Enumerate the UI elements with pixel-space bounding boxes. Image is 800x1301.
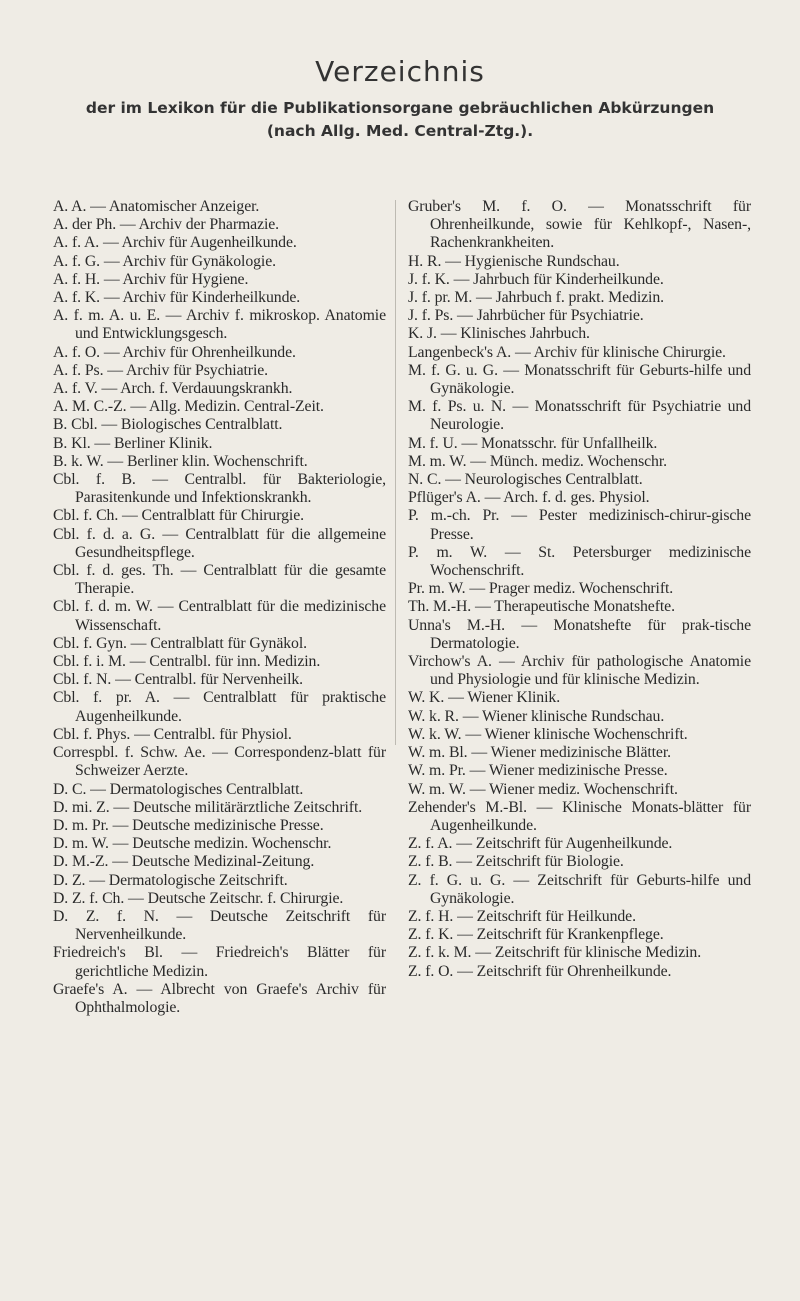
abbreviation-entry: Cbl. f. d. a. G. — Centralblatt für die allgemeine Gesundheitspflege. — [53, 525, 386, 561]
abbreviation-entry: Cbl. f. Phys. — Centralbl. für Physiol. — [53, 725, 292, 743]
abbreviation-entry: A. A. — Anatomischer Anzeiger. — [53, 198, 260, 215]
abbreviation-entry: D. M.-Z. — Deutsche Medizinal-Zeitung. — [53, 853, 315, 871]
abbreviation-entry: D. mi. Z. — Deutsche militärärztliche Zeitschrift. — [53, 798, 363, 816]
abbreviation-entry: Cbl. f. d. ges. Th. — Centralblatt für die gesamte Therapie. — [53, 562, 386, 598]
abbreviation-entry: A. M. C.-Z. — Allg. Medizin. Central-Zeit. — [53, 398, 324, 416]
abbreviation-entry: D. C. — Dermatologisches Centralblatt. — [53, 780, 304, 798]
abbreviation-entry: W. m. W. — Wiener mediz. Wochenschrift. — [408, 780, 678, 798]
abbreviation-entry: W. K. — Wiener Klinik. — [408, 689, 561, 707]
abbreviation-entry: D. m. W. — Deutsche medizin. Wochenschr. — [53, 835, 332, 853]
abbreviation-entry: D. Z. — Dermatologische Zeitschrift. — [53, 871, 288, 889]
abbreviation-entry: Gruber's M. f. O. — Monatsschrift für Ohrenheilkunde, sowie für Kehlkopf-, Nasen-, Rachenkrankheiten. — [408, 198, 751, 252]
abbreviation-entry: W. m. Pr. — Wiener medizinische Presse. — [408, 762, 668, 780]
abbreviation-entry: A. f. A. — Archiv für Augenheilkunde. — [53, 234, 297, 252]
abbreviation-entry: W. k. W. — Wiener klinische Wochenschrift. — [408, 725, 688, 743]
abbreviation-entry: Z. f. A. — Zeitschrift für Augenheilkunde. — [408, 835, 673, 853]
abbreviation-entry: Pflüger's A. — Arch. f. d. ges. Physiol. — [408, 489, 650, 507]
abbreviation-entry: K. J. — Klinisches Jahrbuch. — [408, 325, 590, 343]
abbreviation-entry: D. Z. f. Ch. — Deutsche Zeitschr. f. Chirurgie. — [53, 889, 344, 907]
abbreviation-entry: Langenbeck's A. — Archiv für klinische Chirurgie. — [408, 343, 726, 361]
abbreviation-entry: A. f. O. — Archiv für Ohrenheilkunde. — [53, 343, 296, 361]
abbreviation-entry: J. f. pr. M. — Jahrbuch f. prakt. Medizin. — [408, 289, 664, 307]
page-title: Verzeichnis — [315, 55, 485, 88]
abbreviation-entry: A. f. V. — Arch. f. Verdauungskrankh. — [53, 380, 293, 398]
abbreviation-entry: Th. M.-H. — Therapeutische Monatshefte. — [408, 598, 675, 616]
page-subtitle — [0, 97, 800, 143]
abbreviation-entry: Cbl. f. pr. A. — Centralblatt für praktische Augenheilkunde. — [53, 689, 386, 725]
abbreviation-entry: Z. f. k. M. — Zeitschrift für klinische Medizin. — [408, 944, 702, 962]
abbreviation-entry: M. f. U. — Monatsschr. für Unfallheilk. — [408, 434, 658, 452]
abbreviation-entry: A. f. G. — Archiv für Gynäkologie. — [53, 252, 276, 270]
abbreviation-entry: M. m. W. — Münch. mediz. Wochenschr. — [408, 452, 667, 470]
abbreviation-list-right — [408, 198, 751, 981]
abbreviation-entry: A. f. H. — Archiv für Hygiene. — [53, 270, 249, 288]
abbreviation-entry: Cbl. f. Gyn. — Centralblatt für Gynäkol. — [53, 634, 307, 652]
abbreviation-entry: B. Cbl. — Biologisches Centralblatt. — [53, 416, 283, 434]
abbreviation-entry: J. f. Ps. — Jahrbücher für Psychiatrie. — [408, 307, 644, 325]
abbreviation-entry: Cbl. f. d. m. W. — Centralblatt für die medizinische Wissenschaft. — [53, 598, 386, 634]
abbreviation-entry: Cbl. f. B. — Centralbl. für Bakteriologie, Parasitenkunde und Infektionskrankh. — [53, 471, 386, 507]
abbreviation-entry: M. f. Ps. u. N. — Monatsschrift für Psychiatrie und Neurologie. — [408, 398, 751, 434]
abbreviation-entry: Cbl. f. Ch. — Centralblatt für Chirurgie. — [53, 507, 304, 525]
abbreviation-entry: Unna's M.-H. — Monatshefte für prak-tische Dermatologie. — [408, 616, 751, 652]
abbreviation-entry: Friedreich's Bl. — Friedreich's Blätter für gerichtliche Medizin. — [53, 944, 386, 980]
abbreviation-list-left — [53, 198, 386, 1017]
abbreviation-entry: A. f. Ps. — Archiv für Psychiatrie. — [53, 361, 268, 379]
abbreviation-entry: Graefe's A. — Albrecht von Graefe's Archiv für Ophthalmologie. — [53, 980, 386, 1016]
abbreviation-entry: W. k. R. — Wiener klinische Rundschau. — [408, 707, 665, 725]
abbreviation-entry: N. C. — Neurologisches Centralblatt. — [408, 471, 643, 489]
abbreviation-entry: Z. f. G. u. G. — Zeitschrift für Geburts-hilfe und Gynäkologie. — [408, 871, 751, 907]
abbreviation-entry: H. R. — Hygienische Rundschau. — [408, 252, 620, 270]
abbreviation-entry: Z. f. B. — Zeitschrift für Biologie. — [408, 853, 624, 871]
abbreviation-entry: Cbl. f. i. M. — Centralbl. für inn. Medizin. — [53, 653, 321, 671]
abbreviation-entry: D. Z. f. N. — Deutsche Zeitschrift für Nervenheilkunde. — [53, 907, 386, 944]
abbreviation-entry: Zehender's M.-Bl. — Klinische Monats-blätter für Augenheilkunde. — [408, 798, 751, 834]
abbreviation-entry: P. m.-ch. Pr. — Pester medizinisch-chirur-gische Presse. — [408, 507, 751, 543]
abbreviation-entry: Z. f. K. — Zeitschrift für Krankenpflege. — [408, 926, 664, 944]
abbreviation-entry: M. f. G. u. G. — Monatsschrift für Geburts-hilfe und Gynäkologie. — [408, 361, 751, 398]
abbreviation-entry: Cbl. f. N. — Centralbl. für Nervenheilk. — [53, 671, 304, 689]
abbreviation-entry: W. m. Bl. — Wiener medizinische Blätter. — [408, 744, 671, 762]
abbreviation-entry: Virchow's A. — Archiv für pathologische Anatomie und Physiologie und für klinische Medizin. — [408, 653, 751, 689]
abbreviation-entry: A. f. m. A. u. E. — Archiv f. mikroskop. Anatomie und Entwicklungsgesch. — [53, 307, 386, 343]
abbreviation-entry: A. f. K. — Archiv für Kinderheilkunde. — [53, 289, 301, 307]
abbreviation-entry: B. k. W. — Berliner klin. Wochenschrift. — [53, 452, 308, 470]
abbreviation-entry: Pr. m. W. — Prager mediz. Wochenschrift. — [408, 580, 674, 598]
abbreviation-entry: Z. f. O. — Zeitschrift für Ohrenheilkunde. — [408, 962, 672, 980]
abbreviation-entry: P. m. W. — St. Petersburger medizinische Wochenschrift. — [408, 543, 751, 580]
abbreviation-entry: J. f. K. — Jahrbuch für Kinderheilkunde. — [408, 270, 664, 288]
abbreviation-entry: Z. f. H. — Zeitschrift für Heilkunde. — [408, 907, 636, 925]
abbreviation-entry: D. m. Pr. — Deutsche medizinische Presse. — [53, 816, 324, 834]
abbreviation-entry: B. Kl. — Berliner Klinik. — [53, 434, 213, 452]
subtitle-line-1: der im Lexikon für die Publikationsorgane gebräuchlichen Abkürzungen — [85, 99, 715, 117]
abbreviation-entry: Correspbl. f. Schw. Ae. — Correspondenz-blatt für Schweizer Aerzte. — [53, 744, 386, 780]
column-divider — [395, 200, 396, 745]
abbreviation-entry: A. der Ph. — Archiv der Pharmazie. — [53, 216, 280, 234]
subtitle-line-2: (nach Allg. Med. Central-Ztg.). — [266, 122, 534, 140]
